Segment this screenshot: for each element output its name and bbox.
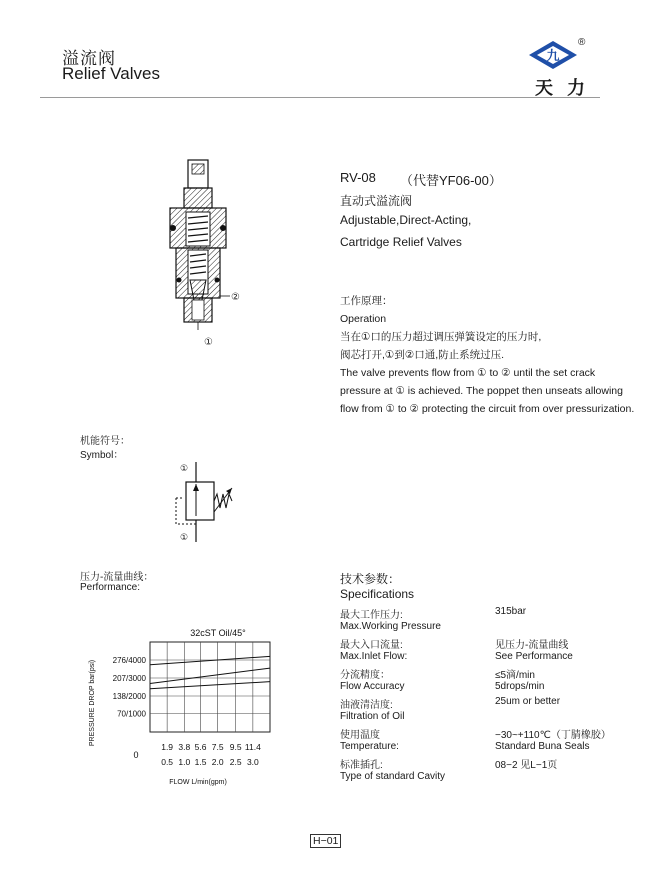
page-number: H−01 — [310, 834, 341, 848]
relief-valve-symbol-icon — [170, 458, 240, 548]
spec-label: Flow Accuracy — [340, 681, 405, 692]
chart-x-tick-lpm: 3.8 — [178, 742, 191, 752]
chart-series-line — [150, 656, 270, 664]
spec-value: See Performance — [495, 651, 573, 662]
spec-value: 见压力-流量曲线 — [495, 640, 569, 651]
specifications-heading-en: Specifications — [340, 587, 415, 601]
spec-label: 最大工作压力: — [340, 610, 403, 621]
spec-value: ≤5滴/min — [495, 670, 535, 681]
performance-chart — [80, 620, 310, 790]
chart-x-tick-lpm: 7.5 — [211, 742, 224, 752]
chart-series-line — [150, 682, 270, 689]
operation-text-en-2: pressure at ① is achieved. The poppet then unseats allowing — [340, 385, 623, 397]
spec-label: Type of standard Cavity — [340, 771, 446, 782]
spec-value: 5drops/min — [495, 681, 545, 692]
spec-label: Max.Working Pressure — [340, 621, 441, 632]
symbol-port-bottom: ① — [180, 532, 189, 542]
product-name-cn: 直动式溢流阀 — [340, 194, 413, 208]
chart-x-tick-lpm: 5.6 — [194, 742, 207, 752]
spec-label: 标准插孔: — [340, 760, 383, 771]
brand-logo-letter: 九 — [546, 49, 560, 64]
chart-y-tick: 207/3000 — [112, 674, 146, 683]
chart-x-tick-gpm: 0.5 — [161, 757, 174, 767]
chart-x-tick-gpm: 2.5 — [229, 757, 242, 767]
product-name-en-2: Cartridge Relief Valves — [340, 235, 462, 249]
operation-heading-en: Operation — [340, 313, 387, 325]
spec-label: 最大入口流量: — [340, 640, 403, 651]
spec-value: Standard Buna Seals — [495, 741, 590, 752]
operation-text-cn-1: 当在①口的压力超过调压弹簧设定的压力时, — [340, 331, 542, 343]
chart-x-tick-lpm: 11.4 — [244, 742, 261, 752]
chart-x-tick-gpm: 1.0 — [178, 757, 191, 767]
brand-name: 天力 — [535, 78, 599, 99]
drawing-port-2-label: ② — [231, 292, 240, 303]
chart-x-tick-gpm: 3.0 — [246, 757, 259, 767]
operation-text-en-3: flow from ① to ② protecting the circuit from over pressurization. — [340, 403, 635, 415]
product-replaces: （代替YF06-00） — [400, 173, 502, 188]
chart-y-axis-label: PRESSURE DROP bar(psi) — [89, 659, 96, 747]
registered-mark: ® — [578, 37, 586, 48]
operation-heading-cn: 工作原理： — [340, 295, 393, 307]
page-title-cn: 溢流阀 — [62, 49, 116, 68]
operation-text-en-1: The valve prevents flow from ① to ② until the set crack — [340, 367, 596, 379]
specifications-heading-cn: 技术参数： — [340, 572, 401, 586]
symbol-heading-en: Symbol： — [80, 450, 124, 461]
chart-y-tick: 276/4000 — [112, 656, 146, 665]
chart-x-axis-label: FLOW L/min(gpm) — [169, 779, 227, 786]
performance-heading-cn: 压力-流量曲线： — [80, 572, 154, 583]
chart-y-tick: 70/1000 — [117, 709, 146, 719]
spec-value: 08−2 见L−1页 — [495, 760, 558, 771]
operation-text-cn-2: 阀芯打开,①到②口通,防止系统过压. — [340, 349, 505, 361]
symbol-port-top: ① — [180, 463, 189, 473]
drawing-port-1-label: ① — [204, 337, 213, 348]
product-model: RV-08 — [340, 170, 376, 185]
chart-x-tick-lpm: 9.5 — [229, 742, 242, 752]
spec-label: 分流精度： — [340, 670, 390, 681]
chart-series-line — [150, 668, 270, 683]
spec-value: 315bar — [495, 606, 527, 617]
spec-label: Temperature: — [340, 741, 399, 752]
spec-value: 25um or better — [495, 696, 561, 707]
performance-heading-en: Performance: — [80, 582, 141, 593]
chart-x-tick-gpm: 2.0 — [211, 757, 224, 767]
valve-cross-section-drawing — [150, 150, 245, 350]
brand-logo-icon — [528, 40, 578, 70]
chart-plot-frame — [150, 642, 270, 732]
header-divider — [40, 97, 600, 98]
spec-label: 油液清洁度: — [340, 700, 393, 711]
spec-value: −30~+110℃（丁腈橡胶） — [495, 730, 611, 741]
spec-label: 使用温度 — [340, 730, 380, 741]
symbol-heading-cn: 机能符号： — [80, 436, 130, 447]
product-name-en-1: Adjustable,Direct-Acting, — [340, 213, 472, 227]
spec-label: Filtration of Oil — [340, 711, 405, 722]
chart-y-tick: 138/2000 — [112, 692, 146, 701]
spec-label: Max.Inlet Flow: — [340, 651, 408, 662]
chart-x-tick-gpm: 1.5 — [194, 757, 207, 767]
chart-title: 32cST Oil/45° — [190, 628, 246, 638]
chart-x-tick-lpm: 1.9 — [161, 742, 174, 752]
page-title-en: Relief Valves — [62, 64, 160, 83]
chart-origin-label: 0 — [133, 750, 139, 760]
